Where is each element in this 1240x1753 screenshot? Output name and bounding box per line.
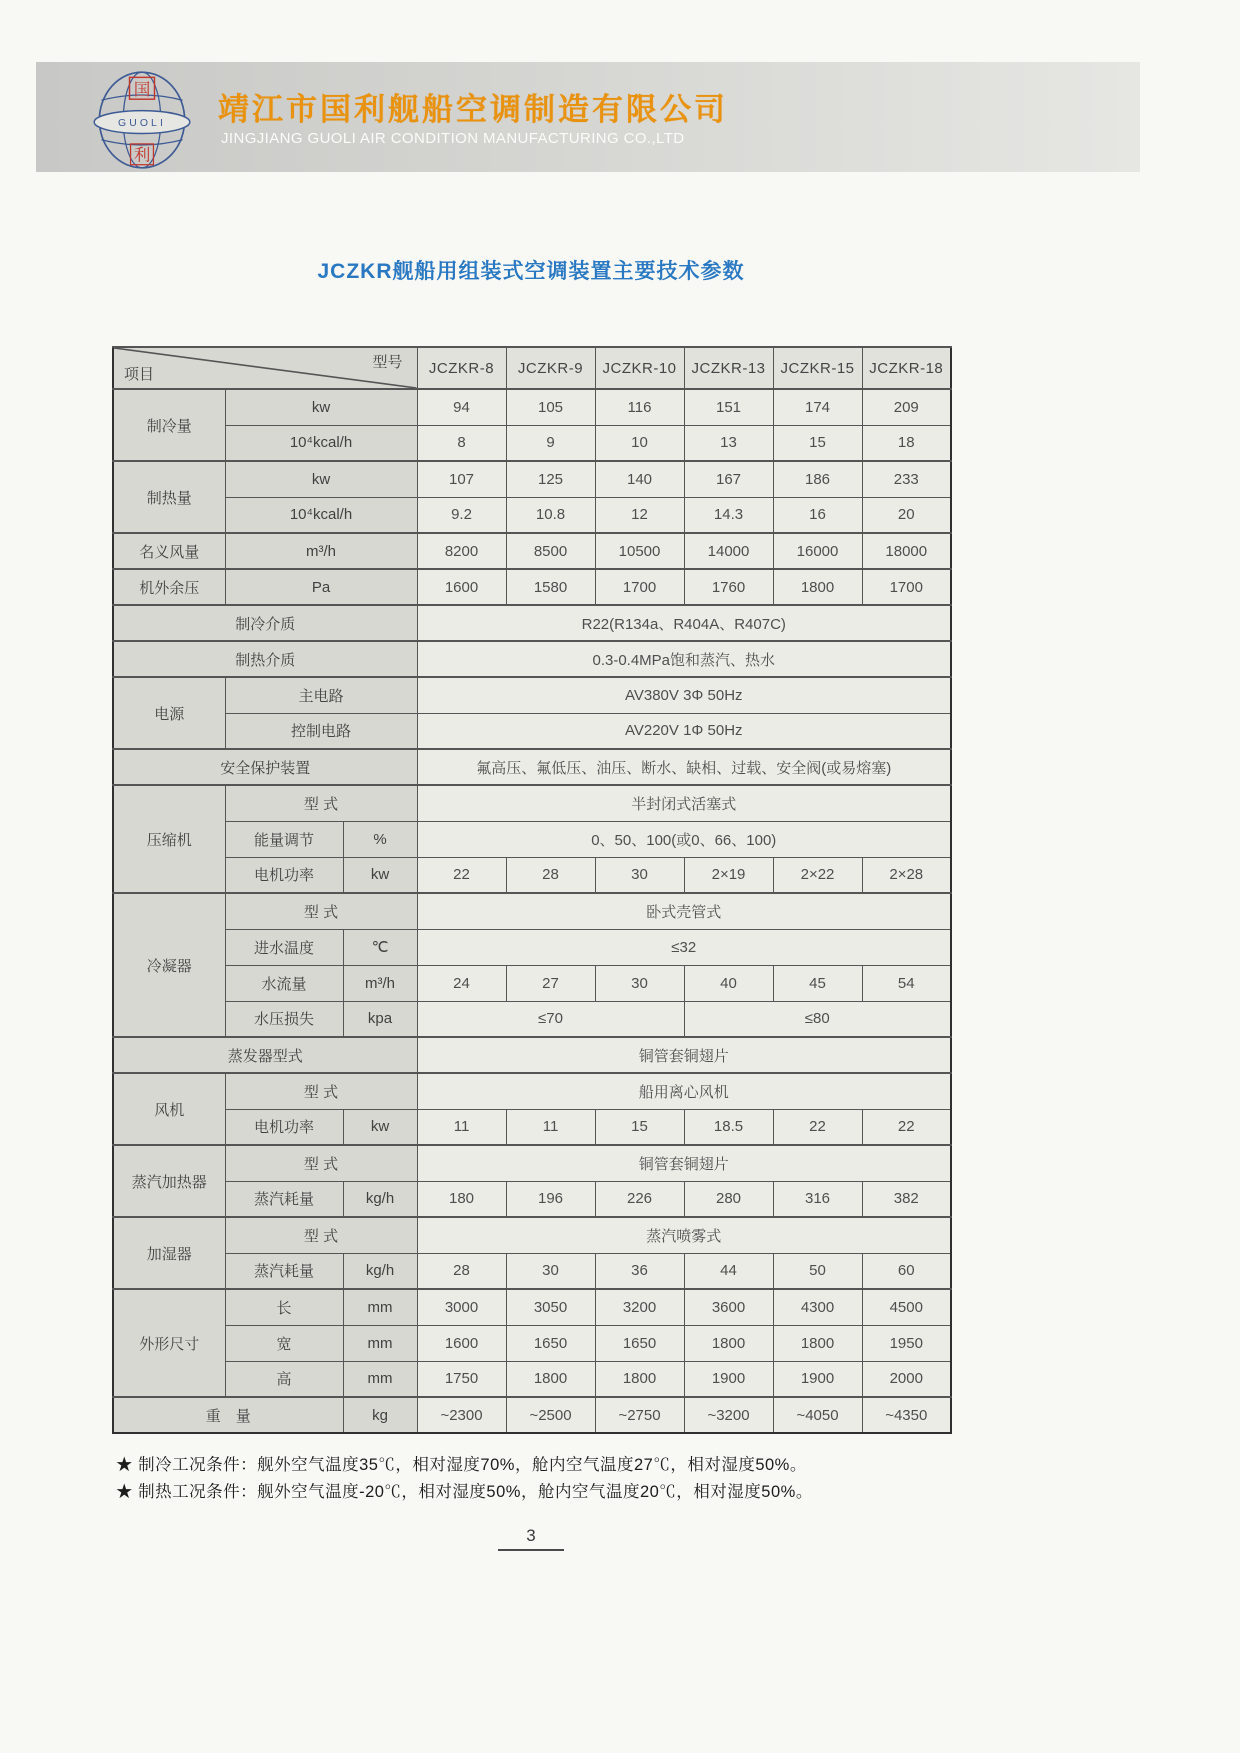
value-cell: ~2750 bbox=[595, 1397, 684, 1433]
row-label-cell: 控制电路 bbox=[225, 713, 417, 749]
table-row bbox=[113, 533, 951, 569]
value-cell: 18.5 bbox=[684, 1109, 773, 1145]
value-cell: 54 bbox=[862, 965, 951, 1001]
table-row bbox=[113, 677, 951, 713]
value-cell: 9 bbox=[506, 425, 595, 461]
value-cell: 4300 bbox=[773, 1289, 862, 1325]
page-number-area bbox=[112, 1526, 950, 1551]
row-label-cell: 高 bbox=[225, 1361, 343, 1397]
table-row bbox=[113, 389, 951, 425]
row-label-cell: 主电路 bbox=[225, 677, 417, 713]
value-cell: 3050 bbox=[506, 1289, 595, 1325]
table-row bbox=[113, 1109, 951, 1145]
value-cell: 1800 bbox=[773, 1325, 862, 1361]
row-label-cell: 宽 bbox=[225, 1325, 343, 1361]
value-cell: 卧式壳管式 bbox=[417, 893, 951, 929]
table-row bbox=[113, 1001, 951, 1037]
table-row bbox=[113, 1361, 951, 1397]
value-cell: 125 bbox=[506, 461, 595, 497]
value-cell: 10500 bbox=[595, 533, 684, 569]
value-cell: 1650 bbox=[595, 1325, 684, 1361]
row-label-cell: 能量调节 bbox=[225, 821, 343, 857]
row-label-cell: 型 式 bbox=[225, 893, 417, 929]
value-cell: 1900 bbox=[684, 1361, 773, 1397]
value-cell: 50 bbox=[773, 1253, 862, 1289]
value-cell: 2×28 bbox=[862, 857, 951, 893]
value-cell: 8500 bbox=[506, 533, 595, 569]
value-cell: 1800 bbox=[684, 1325, 773, 1361]
value-cell: 2000 bbox=[862, 1361, 951, 1397]
note-line: ★ 制冷工况条件：舰外空气温度35℃，相对湿度70%，舱内空气温度27℃，相对湿度50%。 bbox=[116, 1456, 807, 1474]
row-label-cell: ℃ bbox=[343, 929, 417, 965]
corner-item-label: 项目 bbox=[124, 366, 155, 383]
value-cell: 60 bbox=[862, 1253, 951, 1289]
value-cell: 3000 bbox=[417, 1289, 506, 1325]
value-cell: 30 bbox=[506, 1253, 595, 1289]
table-row bbox=[113, 1073, 951, 1109]
logo-bottom-char: 利 bbox=[133, 145, 151, 165]
row-label-cell: 冷凝器 bbox=[113, 893, 225, 1037]
value-cell: 140 bbox=[595, 461, 684, 497]
value-cell: 4500 bbox=[862, 1289, 951, 1325]
row-label-cell: 进水温度 bbox=[225, 929, 343, 965]
table-row bbox=[113, 425, 951, 461]
value-cell: 1580 bbox=[506, 569, 595, 605]
row-label-cell: 长 bbox=[225, 1289, 343, 1325]
value-cell: 16000 bbox=[773, 533, 862, 569]
value-cell: 24 bbox=[417, 965, 506, 1001]
value-cell: 30 bbox=[595, 857, 684, 893]
company-name-cn: 靖江市国利舰船空调制造有限公司 bbox=[218, 92, 728, 127]
value-cell: ≤32 bbox=[417, 929, 951, 965]
value-cell: ~4050 bbox=[773, 1397, 862, 1433]
value-cell: 28 bbox=[506, 857, 595, 893]
value-cell: 27 bbox=[506, 965, 595, 1001]
value-cell: ~3200 bbox=[684, 1397, 773, 1433]
table-row bbox=[113, 641, 951, 677]
corner-diagonal-line bbox=[114, 348, 417, 388]
value-cell: 151 bbox=[684, 389, 773, 425]
value-cell: 16 bbox=[773, 497, 862, 533]
row-label-cell: kw bbox=[343, 857, 417, 893]
table-row bbox=[113, 1253, 951, 1289]
value-cell: 94 bbox=[417, 389, 506, 425]
value-cell: 20 bbox=[862, 497, 951, 533]
row-label-cell: 电机功率 bbox=[225, 1109, 343, 1145]
footnotes bbox=[116, 1452, 1036, 1506]
table-row bbox=[113, 857, 951, 893]
row-label-cell: 型 式 bbox=[225, 1217, 417, 1253]
value-cell: 1900 bbox=[773, 1361, 862, 1397]
value-cell: 22 bbox=[417, 857, 506, 893]
value-cell: 8200 bbox=[417, 533, 506, 569]
value-cell: 14.3 bbox=[684, 497, 773, 533]
page-title: JCZKR舰船用组装式空调装置主要技术参数 bbox=[317, 260, 745, 283]
table-row bbox=[113, 749, 951, 785]
row-label-cell: 型 式 bbox=[225, 1073, 417, 1109]
row-label-cell: 10⁴kcal/h bbox=[225, 497, 417, 533]
corner-model-label: 型号 bbox=[372, 354, 403, 371]
value-cell: 1600 bbox=[417, 1325, 506, 1361]
value-cell: 186 bbox=[773, 461, 862, 497]
row-label-cell: 外形尺寸 bbox=[113, 1289, 225, 1397]
value-cell: 蒸汽喷雾式 bbox=[417, 1217, 951, 1253]
value-cell: 116 bbox=[595, 389, 684, 425]
table-row bbox=[113, 821, 951, 857]
row-label-cell: 蒸汽耗量 bbox=[225, 1181, 343, 1217]
value-cell: 8 bbox=[417, 425, 506, 461]
value-cell: 铜管套铜翅片 bbox=[417, 1145, 951, 1181]
value-cell: R22(R134a、R404A、R407C) bbox=[417, 605, 951, 641]
value-cell: ~2500 bbox=[506, 1397, 595, 1433]
row-label-cell: 机外余压 bbox=[113, 569, 225, 605]
row-label-cell: 蒸发器型式 bbox=[113, 1037, 417, 1073]
value-cell: 半封闭式活塞式 bbox=[417, 785, 951, 821]
row-label-cell: mm bbox=[343, 1361, 417, 1397]
value-cell: ≤70 bbox=[417, 1001, 684, 1037]
value-cell: 1950 bbox=[862, 1325, 951, 1361]
value-cell: 18000 bbox=[862, 533, 951, 569]
value-cell: ~2300 bbox=[417, 1397, 506, 1433]
row-label-cell: kg bbox=[343, 1397, 417, 1433]
value-cell: 36 bbox=[595, 1253, 684, 1289]
row-label-cell: kw bbox=[343, 1109, 417, 1145]
spec-table-rows bbox=[113, 389, 951, 1433]
model-header: JCZKR-18 bbox=[862, 347, 951, 389]
table-row bbox=[113, 893, 951, 929]
row-label-cell: 风机 bbox=[113, 1073, 225, 1145]
row-label-cell: 压缩机 bbox=[113, 785, 225, 893]
row-label-cell: mm bbox=[343, 1325, 417, 1361]
value-cell: 1700 bbox=[595, 569, 684, 605]
value-cell: 3200 bbox=[595, 1289, 684, 1325]
value-cell: 18 bbox=[862, 425, 951, 461]
table-row bbox=[113, 785, 951, 821]
value-cell: 209 bbox=[862, 389, 951, 425]
table-row bbox=[113, 1217, 951, 1253]
row-label-cell: 电机功率 bbox=[225, 857, 343, 893]
page-number: 3 bbox=[498, 1526, 563, 1551]
value-cell: 0、50、100(或0、66、100) bbox=[417, 821, 951, 857]
table-row bbox=[113, 1037, 951, 1073]
table-row bbox=[113, 713, 951, 749]
row-label-cell: 制热量 bbox=[113, 461, 225, 533]
value-cell: 铜管套铜翅片 bbox=[417, 1037, 951, 1073]
value-cell: 10 bbox=[595, 425, 684, 461]
row-label-cell: 型 式 bbox=[225, 1145, 417, 1181]
row-label-cell: 型 式 bbox=[225, 785, 417, 821]
table-row bbox=[113, 1397, 951, 1433]
value-cell: 1800 bbox=[595, 1361, 684, 1397]
row-label-cell: kg/h bbox=[343, 1253, 417, 1289]
row-label-cell: kg/h bbox=[343, 1181, 417, 1217]
value-cell: AV380V 3Φ 50Hz bbox=[417, 677, 951, 713]
row-label-cell: 水压损失 bbox=[225, 1001, 343, 1037]
value-cell: 15 bbox=[773, 425, 862, 461]
value-cell: 107 bbox=[417, 461, 506, 497]
row-label-cell: 制冷量 bbox=[113, 389, 225, 461]
row-label-cell: 蒸汽耗量 bbox=[225, 1253, 343, 1289]
value-cell: 1650 bbox=[506, 1325, 595, 1361]
table-row bbox=[113, 605, 951, 641]
value-cell: 1800 bbox=[773, 569, 862, 605]
row-label-cell: 水流量 bbox=[225, 965, 343, 1001]
row-label-cell: 电源 bbox=[113, 677, 225, 749]
value-cell: 233 bbox=[862, 461, 951, 497]
model-header: JCZKR-13 bbox=[684, 347, 773, 389]
model-header: JCZKR-15 bbox=[773, 347, 862, 389]
value-cell: 13 bbox=[684, 425, 773, 461]
value-cell: 105 bbox=[506, 389, 595, 425]
value-cell: 22 bbox=[773, 1109, 862, 1145]
value-cell: 30 bbox=[595, 965, 684, 1001]
value-cell: 28 bbox=[417, 1253, 506, 1289]
table-row bbox=[113, 461, 951, 497]
row-label-cell: 蒸汽加热器 bbox=[113, 1145, 225, 1217]
value-cell: 1750 bbox=[417, 1361, 506, 1397]
value-cell: 174 bbox=[773, 389, 862, 425]
logo-top-char: 国 bbox=[133, 80, 151, 100]
value-cell: 11 bbox=[417, 1109, 506, 1145]
value-cell: 280 bbox=[684, 1181, 773, 1217]
model-header: JCZKR-8 bbox=[417, 347, 506, 389]
value-cell: 2×22 bbox=[773, 857, 862, 893]
model-header: JCZKR-9 bbox=[506, 347, 595, 389]
row-label-cell: mm bbox=[343, 1289, 417, 1325]
value-cell: 44 bbox=[684, 1253, 773, 1289]
value-cell: 22 bbox=[862, 1109, 951, 1145]
value-cell: 9.2 bbox=[417, 497, 506, 533]
table-row bbox=[113, 965, 951, 1001]
value-cell: 船用离心风机 bbox=[417, 1073, 951, 1109]
table-row bbox=[113, 1145, 951, 1181]
row-label-cell: m³/h bbox=[225, 533, 417, 569]
row-label-cell: m³/h bbox=[343, 965, 417, 1001]
value-cell: 0.3-0.4MPa饱和蒸汽、热水 bbox=[417, 641, 951, 677]
row-label-cell: 制冷介质 bbox=[113, 605, 417, 641]
row-label-cell: 10⁴kcal/h bbox=[225, 425, 417, 461]
value-cell: 11 bbox=[506, 1109, 595, 1145]
value-cell: 45 bbox=[773, 965, 862, 1001]
value-cell: 3600 bbox=[684, 1289, 773, 1325]
value-cell: AV220V 1Φ 50Hz bbox=[417, 713, 951, 749]
value-cell: 1760 bbox=[684, 569, 773, 605]
value-cell: ≤80 bbox=[684, 1001, 951, 1037]
table-row bbox=[113, 497, 951, 533]
value-cell: 196 bbox=[506, 1181, 595, 1217]
value-cell: 226 bbox=[595, 1181, 684, 1217]
value-cell: 12 bbox=[595, 497, 684, 533]
table-row bbox=[113, 1181, 951, 1217]
value-cell: 1700 bbox=[862, 569, 951, 605]
value-cell: 氟高压、氟低压、油压、断水、缺相、过载、安全阀(或易熔塞) bbox=[417, 749, 951, 785]
row-label-cell: 加湿器 bbox=[113, 1217, 225, 1289]
table-corner-cell bbox=[113, 347, 417, 389]
table-row bbox=[113, 1289, 951, 1325]
value-cell: 167 bbox=[684, 461, 773, 497]
logo-band-text: GUOLI bbox=[118, 118, 166, 130]
company-logo bbox=[90, 68, 194, 172]
row-label-cell: kpa bbox=[343, 1001, 417, 1037]
model-header: JCZKR-10 bbox=[595, 347, 684, 389]
value-cell: 14000 bbox=[684, 533, 773, 569]
row-label-cell: 制热介质 bbox=[113, 641, 417, 677]
company-name-en: JINGJIANG GUOLI AIR CONDITION MANUFACTURING CO.,LTD bbox=[221, 130, 685, 147]
value-cell: 10.8 bbox=[506, 497, 595, 533]
value-cell: 316 bbox=[773, 1181, 862, 1217]
table-row bbox=[113, 1325, 951, 1361]
value-cell: ~4350 bbox=[862, 1397, 951, 1433]
value-cell: 382 bbox=[862, 1181, 951, 1217]
note-line: ★ 制热工况条件：舰外空气温度-20℃，相对湿度50%，舱内空气温度20℃，相对湿度50%。 bbox=[116, 1483, 813, 1502]
row-label-cell: 重 量 bbox=[113, 1397, 343, 1433]
value-cell: 1600 bbox=[417, 569, 506, 605]
row-label-cell: 安全保护装置 bbox=[113, 749, 417, 785]
value-cell: 1800 bbox=[506, 1361, 595, 1397]
table-header-row bbox=[113, 347, 951, 389]
row-label-cell: Pa bbox=[225, 569, 417, 605]
value-cell: 40 bbox=[684, 965, 773, 1001]
row-label-cell: 名义风量 bbox=[113, 533, 225, 569]
spec-table bbox=[112, 346, 952, 1434]
table-row bbox=[113, 569, 951, 605]
value-cell: 15 bbox=[595, 1109, 684, 1145]
value-cell: 2×19 bbox=[684, 857, 773, 893]
value-cell: 180 bbox=[417, 1181, 506, 1217]
table-row bbox=[113, 929, 951, 965]
row-label-cell: kw bbox=[225, 389, 417, 425]
row-label-cell: kw bbox=[225, 461, 417, 497]
row-label-cell: % bbox=[343, 821, 417, 857]
